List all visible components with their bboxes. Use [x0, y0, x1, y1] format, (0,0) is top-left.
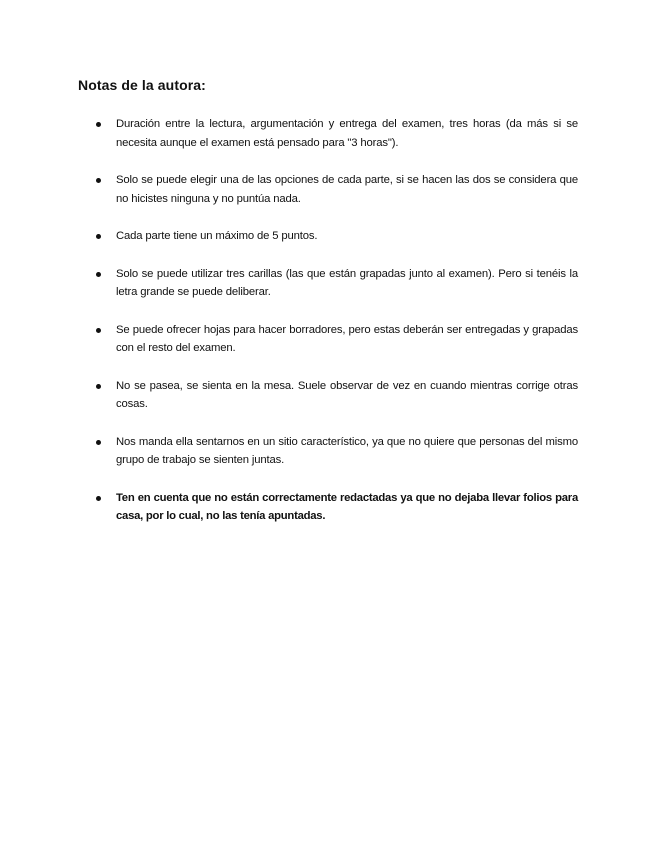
list-item-text: Solo se puede elegir una de las opciones de cada parte, si se hacen las dos se considera que no hicistes ninguna y no puntúa nada. — [116, 174, 578, 205]
bullet-icon — [96, 234, 101, 239]
list-item-text: Nos manda ella sentarnos en un sitio característico, ya que no quiere que personas del mismo grupo de trabajo se sienten juntas. — [116, 435, 578, 466]
bullet-icon — [96, 384, 101, 389]
list-item — [96, 171, 578, 208]
list-item-text: Cada parte tiene un máximo de 5 puntos. — [116, 230, 318, 242]
list-item — [96, 115, 578, 152]
bullet-icon — [96, 440, 101, 445]
list-item-text: Duración entre la lectura, argumentación y entrega del examen, tres horas (da más si se necesita aunque el examen está pensado para "3 horas"). — [116, 118, 578, 149]
bullet-icon — [96, 496, 101, 501]
bullet-icon — [96, 272, 101, 277]
bullet-icon — [96, 328, 101, 333]
list-item-text: Ten en cuenta que no están correctamente redactadas ya que no dejaba llevar folios para casa, por lo cual, no las tenía apuntadas. — [116, 491, 578, 522]
list-item-text: No se pasea, se sienta en la mesa. Suele observar de vez en cuando mientras corrige otras cosas. — [116, 379, 578, 410]
list-item — [96, 265, 578, 302]
list-item — [96, 377, 578, 414]
list-item-text: Se puede ofrecer hojas para hacer borradores, pero estas deberán ser entregadas y grapadas con el resto del examen. — [116, 323, 578, 354]
list-item — [96, 227, 578, 246]
list-item — [96, 433, 578, 470]
bullet-icon — [96, 122, 101, 127]
list-item — [96, 489, 578, 526]
list-item — [96, 321, 578, 358]
bullet-icon — [96, 178, 101, 183]
page-title: Notas de la autora: — [78, 77, 206, 93]
notes-list — [96, 115, 578, 545]
list-item-text: Solo se puede utilizar tres carillas (las que están grapadas junto al examen). Pero si tenéis la letra grande se puede deliberar. — [116, 267, 578, 298]
